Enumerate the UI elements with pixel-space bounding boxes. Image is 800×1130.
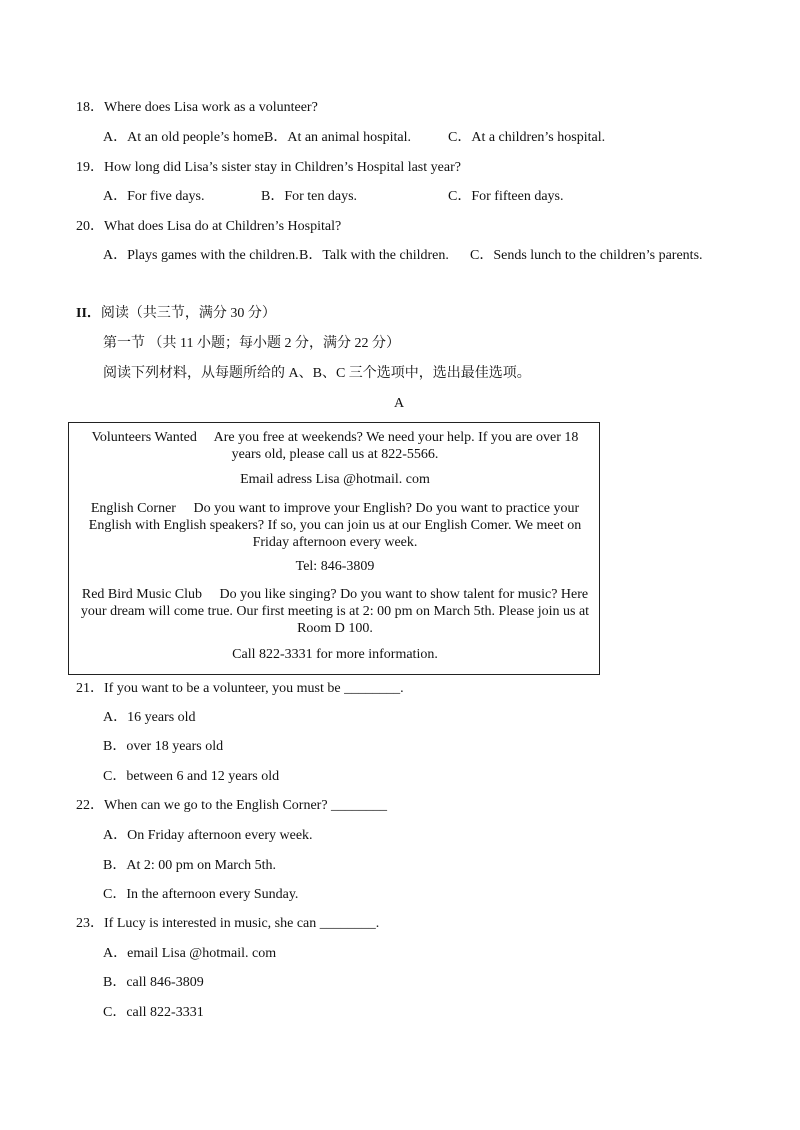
question-19-options <box>103 188 743 206</box>
question-20-options <box>103 247 743 265</box>
notice-english-corner: English Corner Do you want to improve your English? Do you want to practice your English with English speakers? If so, you can join us at our English Comer. We meet on Friday afternoon every week. <box>88 501 582 550</box>
question-18-options <box>103 129 743 147</box>
question-22-option-a: A．On Friday afternoon every week. <box>103 828 313 843</box>
question-19: 19．How long did Lisa’s sister stay in Children’s Hospital last year? <box>76 160 461 175</box>
passage-label: A <box>394 396 405 411</box>
notice-email: Email adress Lisa @hotmail. com <box>240 472 430 487</box>
question-20-option-c: C．Sends lunch to the children’s parents. <box>470 248 703 263</box>
question-18-option-a: A．At an old people’s home. <box>103 130 268 145</box>
notice-call: Call 822-3331 for more information. <box>232 647 438 662</box>
notice-music-club: Red Bird Music Club Do you like singing? Do you want to show talent for music? Here your dream will come true. Our first meeting is at 2: 00 pm on March 5th. Please join us at Room D 100. <box>80 587 590 636</box>
question-19-option-b: B．For ten days. <box>261 189 358 204</box>
question-18-option-c: C．At a children’s hospital. <box>448 130 606 145</box>
question-23-option-c: C．call 822-3331 <box>103 1005 204 1020</box>
question-22-option-b: B．At 2: 00 pm on March 5th. <box>103 858 277 873</box>
question-20: 20．What does Lisa do at Children’s Hospital? <box>76 219 342 234</box>
section-heading <box>76 305 276 323</box>
question-18: 18．Where does Lisa work as a volunteer? <box>76 100 318 115</box>
question-23-option-b: B．call 846-3809 <box>103 975 204 990</box>
notice-box <box>68 422 600 675</box>
subsection-heading: 第一节 （共 11 小题；每小题 2 分，满分 22 分） <box>103 336 400 351</box>
question-20-option-a: A．Plays games with the children. <box>103 248 299 263</box>
question-22-option-c: C．In the afternoon every Sunday. <box>103 887 299 902</box>
question-21: 21．If you want to be a volunteer, you must be ________. <box>76 681 404 696</box>
question-21-option-b: B．over 18 years old <box>103 739 224 754</box>
instructions: 阅读下列材料，从每题所给的 A、B、C 三个选项中，选出最佳选项。 <box>103 366 531 381</box>
question-23: 23．If Lucy is interested in music, she can ________. <box>76 916 380 931</box>
section-title: 阅读（共三节，满分 30 分） <box>100 306 276 321</box>
notice-tel: Tel: 846-3809 <box>295 559 375 574</box>
question-21-option-c: C．between 6 and 12 years old <box>103 769 280 784</box>
question-21-option-a: A．16 years old <box>103 710 196 725</box>
question-18-option-b: B．At an animal hospital. <box>264 130 411 145</box>
question-19-option-a: A．For five days. <box>103 189 205 204</box>
section-number: II． <box>76 306 101 321</box>
question-22: 22．When can we go to the English Corner? ________ <box>76 798 388 813</box>
notice-volunteers: Volunteers Wanted Are you free at weekends? We need your help. If you are over 18 years old, please call us at 822-5566. <box>91 430 579 462</box>
question-23-option-a: A．email Lisa @hotmail. com <box>103 946 277 961</box>
question-19-option-c: C．For fifteen days. <box>448 189 564 204</box>
question-20-option-b: B．Talk with the children. <box>299 248 449 263</box>
